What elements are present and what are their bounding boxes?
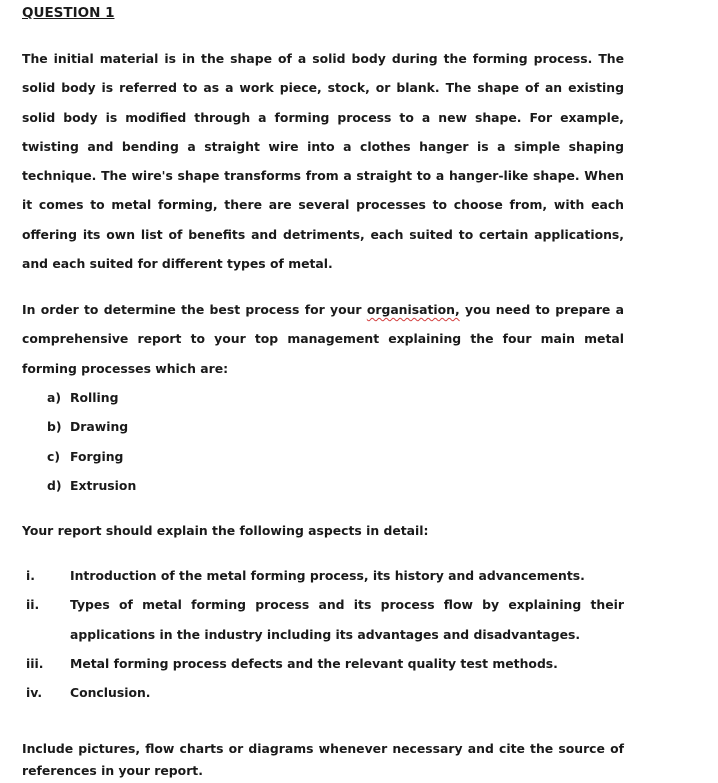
process-label: Rolling [70, 390, 119, 405]
list-marker: iv. [26, 685, 43, 701]
aspect-item [22, 590, 624, 649]
closing-note: Include pictures, flow charts or diagrams whenever necessary and cite the source of references in your report. [22, 741, 624, 778]
task-paragraph [22, 295, 624, 383]
list-marker: ii. [26, 597, 40, 613]
aspect-text: Types of metal forming process and its process flow by explaining their applications in the industry including its advantages and disadvantages. [70, 597, 624, 642]
spellcheck-flagged-word: organisation, [366, 302, 460, 317]
aspect-item [22, 649, 624, 678]
aspect-item [22, 561, 624, 590]
task-text-after: you need to prepare a comprehensive report to your top management explaining the four main metal forming processes which are: [22, 302, 624, 376]
aspect-text: Metal forming process defects and the relevant quality test methods. [70, 655, 558, 671]
process-list [47, 383, 136, 500]
process-item-drawing [47, 412, 136, 441]
list-marker: d) [47, 477, 62, 493]
aspects-list [22, 561, 624, 707]
list-marker: a) [47, 390, 62, 405]
process-label: Forging [70, 448, 124, 464]
process-item-forging [47, 442, 136, 471]
question-heading: QUESTION 1 [22, 5, 115, 21]
aspects-intro: Your report should explain the following aspects in detail: [22, 523, 429, 538]
aspect-text: Conclusion. [70, 685, 151, 701]
list-marker: iii. [26, 655, 44, 671]
process-item-extrusion [47, 471, 136, 500]
task-text-before: In order to determine the best process for your [22, 302, 362, 317]
process-item-rolling [47, 383, 136, 412]
list-marker: c) [47, 448, 61, 464]
list-marker: b) [47, 419, 62, 435]
aspect-text: Introduction of the metal forming process, its history and advancements. [70, 568, 585, 583]
intro-paragraph: The initial material is in the shape of a solid body during the forming process. The solid body is referred to as a work piece, stock, or blank. The shape of an existing solid body is modified through a forming process to a new shape. For example, twisting and bending a straight wire into a clothes hanger is a simple shaping technique. The wire's shape transforms from a straight to a hanger-like shape. When it comes to metal forming, there are several processes to choose from, with each offering its own list of benefits and detriments, each suited to certain applications, and each suited for different types of metal. [22, 51, 624, 272]
process-label: Drawing [70, 419, 129, 435]
list-marker: i. [26, 568, 35, 583]
process-label: Extrusion [70, 477, 137, 493]
aspect-item [22, 678, 624, 707]
